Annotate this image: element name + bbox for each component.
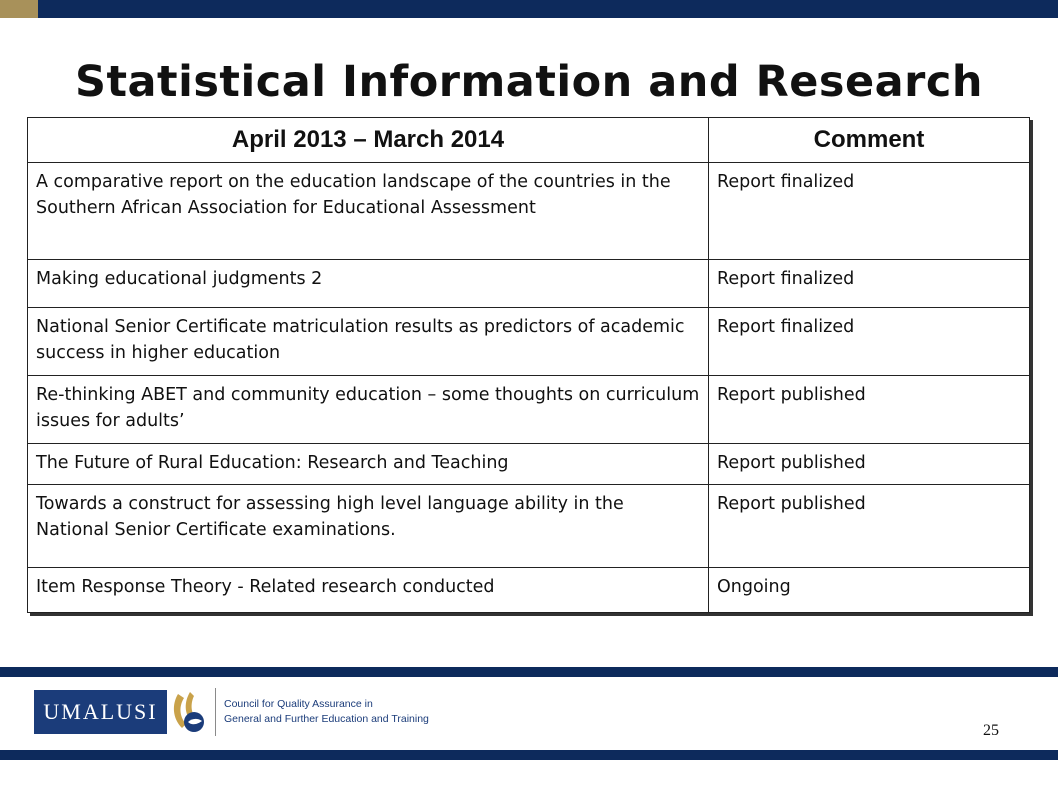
table-row xyxy=(28,568,1030,613)
table-row xyxy=(28,444,1030,485)
row-comment: Report published xyxy=(709,485,1030,568)
umalusi-emblem-icon xyxy=(170,688,210,734)
row-item: A comparative report on the education landscape of the countries in the Southern African Association for Educational Assessment xyxy=(28,163,709,260)
council-line-1: Council for Quality Assurance in xyxy=(224,698,373,710)
row-comment: Report finalized xyxy=(709,308,1030,376)
footer-band-bottom xyxy=(0,750,1058,760)
table-row xyxy=(28,376,1030,444)
top-bar xyxy=(0,0,1058,18)
table-header-row xyxy=(28,118,1030,163)
umalusi-logo: UMALUSI xyxy=(34,690,167,734)
row-comment: Report finalized xyxy=(709,163,1030,260)
row-comment: Report published xyxy=(709,444,1030,485)
row-comment: Report published xyxy=(709,376,1030,444)
row-item: The Future of Rural Education: Research and Teaching xyxy=(28,444,709,485)
research-table xyxy=(27,117,1030,613)
row-comment: Report finalized xyxy=(709,260,1030,308)
footer-band-top xyxy=(0,667,1058,677)
council-name xyxy=(224,697,429,727)
row-item: Making educational judgments 2 xyxy=(28,260,709,308)
row-comment: Ongoing xyxy=(709,568,1030,613)
table-row xyxy=(28,260,1030,308)
row-item: Re-thinking ABET and community education – some thoughts on curriculum issues for adults’ xyxy=(28,376,709,444)
header-comment: Comment xyxy=(709,118,1030,163)
row-item: Towards a construct for assessing high level language ability in the National Senior Certificate examinations. xyxy=(28,485,709,568)
top-accent xyxy=(0,0,38,18)
row-item: National Senior Certificate matriculation results as predictors of academic success in higher education xyxy=(28,308,709,376)
table-row xyxy=(28,163,1030,260)
table-row xyxy=(28,485,1030,568)
header-period: April 2013 – March 2014 xyxy=(28,118,709,163)
council-line-2: General and Further Education and Training xyxy=(224,713,429,725)
footer-divider xyxy=(215,688,216,736)
slide-title: Statistical Information and Research xyxy=(75,57,983,107)
page-number: 25 xyxy=(983,722,999,739)
table-row xyxy=(28,308,1030,376)
row-item: Item Response Theory - Related research conducted xyxy=(28,568,709,613)
